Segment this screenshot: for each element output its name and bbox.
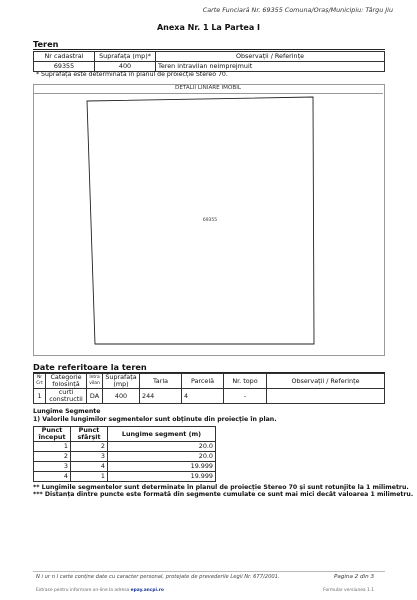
cell-length: 20.0 [108,442,216,452]
cell-intravilan: DA [87,389,103,404]
cell-length: 19.999 [108,472,216,482]
cell-suprafata-mp: 400 [103,389,140,404]
teren-section-title: Teren [33,39,59,49]
cadastral-header: Carte Funciară Nr. 69355 Comuna/Oraș/Municipiu: Târgu Jiu [202,6,393,14]
col-nr-cadastral: Nr cadastral [34,52,95,62]
col-intravilan: Intra vilan [87,374,103,389]
table-row [34,62,385,72]
segments-note-1: ** Lungimile segmentelor sunt determinate în planul de proiecție Stereo 70 și sunt rotunjite la 1 milimetru. [33,484,409,491]
parcel-outline [87,97,314,344]
col-parcela: Parcelă [182,374,224,389]
date-ref-section-title: Date referitoare la teren [33,362,147,372]
footer-info-text: Extrase pentru informare on-line la adresa [36,588,130,593]
cell-categorie: curti constructii [46,389,87,404]
teren-footnote: * Suprafața este determinată în planul de proiecție Stereo 70. [36,71,228,78]
cell-suprafata: 400 [95,62,156,72]
footer-disclaimer: N i ur n l carte conține date cu caracter personal, protejate de prevederile Legii Nr. 677/2001. [36,574,280,580]
col-punct-sfarsit: Punct sfârșit [71,427,108,442]
cell-start: 1 [34,442,71,452]
cell-nr-cadastral: 69355 [34,62,95,72]
col-suprafata: Suprafața (mp)* [95,52,156,62]
col-observatii-ref: Observații / Referințe [267,374,385,389]
date-ref-table [33,373,385,404]
page-number: Pagina 2 din 3 [334,574,374,580]
col-suprafata-mp: Suprafața (mp) [103,374,140,389]
table-row [34,462,216,472]
parcel-label: 69355 [202,218,218,223]
cell-end: 4 [71,462,108,472]
col-nr-topo: Nr. topo [224,374,267,389]
segments-note-2: *** Distanța dintre puncte este formată din segmente cumulate ce sunt mai mici decât valoarea 1 milimetru. [33,491,414,498]
col-categorie: Categorie folosință [46,374,87,389]
cell-length: 20.0 [108,452,216,462]
table-row [34,389,385,404]
cell-end: 2 [71,442,108,452]
form-version: Formular versiunea 1.1 [323,588,374,593]
teren-table [33,51,385,72]
col-tarla: Tarla [140,374,182,389]
cell-parcela: 4 [182,389,224,404]
parcel-map-title: DETALII LINIARE IMOBIL [33,84,383,94]
cell-observatii: Teren intravilan neimprejmuit [156,62,385,72]
epay-link[interactable]: epay.ancpi.ro [130,588,164,593]
segments-table [33,426,216,482]
segments-subtitle: 1) Valorile lungimilor segmentelor sunt obținute din proiecție în plan. [33,416,277,423]
cell-nr-topo: - [224,389,267,404]
cell-start: 4 [34,472,71,482]
cell-observatii-ref [267,389,385,404]
annex-title: Anexa Nr. 1 La Partea I [156,23,260,32]
cell-end: 1 [71,472,108,482]
cell-end: 3 [71,452,108,462]
segments-title: Lungime Segmente [33,408,101,415]
footer-divider [33,571,385,572]
cell-tarla: 244 [140,389,182,404]
footer-info [36,588,164,593]
cell-start: 3 [34,462,71,472]
cell-start: 2 [34,452,71,462]
cell-nr-crt: 1 [34,389,46,404]
table-row [34,472,216,482]
col-observatii: Observații / Referințe [156,52,385,62]
table-row [34,442,216,452]
col-punct-inceput: Punct început [34,427,71,442]
col-nr-crt: Nr Crt [34,374,46,389]
table-row [34,452,216,462]
cell-length: 19.999 [108,462,216,472]
parcel-map [33,93,383,354]
col-lungime: Lungime segment (m) [108,427,216,442]
teren-divider [33,49,385,50]
